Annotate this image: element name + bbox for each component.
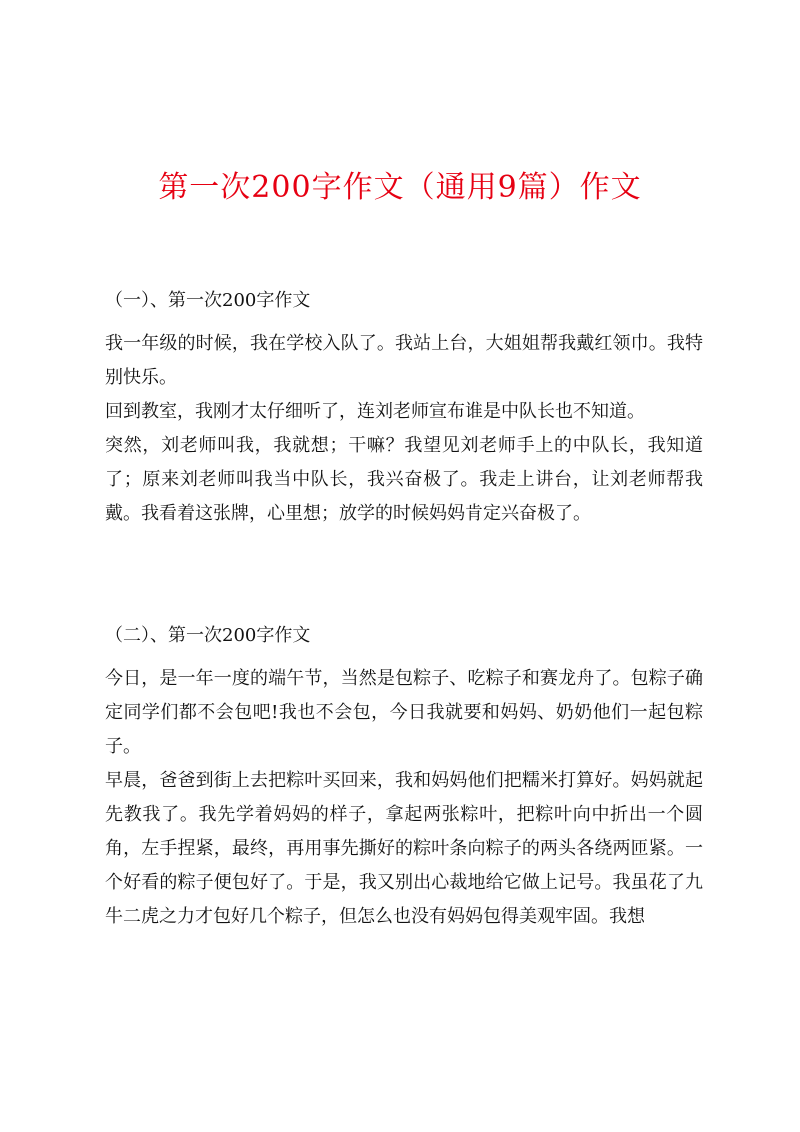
section-1-paragraph-3: 突然，刘老师叫我，我就想；干嘛？我望见刘老师手上的中队长，我知道了；原来刘老师叫我当中队长，我兴奋极了。我走上讲台，让刘老师帮我戴。我看着这张牌，心里想；放学的时候妈妈肯定兴奋极了。 [105,435,703,524]
section-2 [105,622,703,934]
section-2-heading: （二）、第一次200字作文 [105,625,311,646]
section-1-paragraph-1: 我一年级的时候，我在学校入队了。我站上台，大姐姐帮我戴红领巾。我特别快乐。 [105,333,703,388]
section-1 [105,287,703,531]
section-2-paragraph-1: 今日，是一年一度的端午节，当然是包粽子、吃粽子和赛龙舟了。包粽子确定同学们都不会包吧!我也不会包，今日我就要和妈妈、奶奶他们一起包粽子。 [105,668,703,757]
document-title: 第一次200字作文（通用9篇）作文 [158,170,642,205]
section-2-paragraph-2: 早晨，爸爸到街上去把粽叶买回来，我和妈妈他们把糯米打算好。妈妈就起先教我了。我先学着妈妈的样子，拿起两张粽叶，把粽叶向中折出一个圆角，左手捏紧，最终，再用事先撕好的粽叶条向粽子的两头各绕两匝紧。一个好看的粽子便包好了。于是，我又别出心裁地给它做上记号。我虽花了九牛二虎之力才包好几个粽子，但怎么也没有妈妈包得美观牢固。我想 [105,770,703,927]
section-1-paragraph-2: 回到教室，我刚才太仔细听了，连刘老师宣布谁是中队长也不知道。 [105,401,645,422]
section-1-heading: （一）、第一次200字作文 [105,290,311,311]
